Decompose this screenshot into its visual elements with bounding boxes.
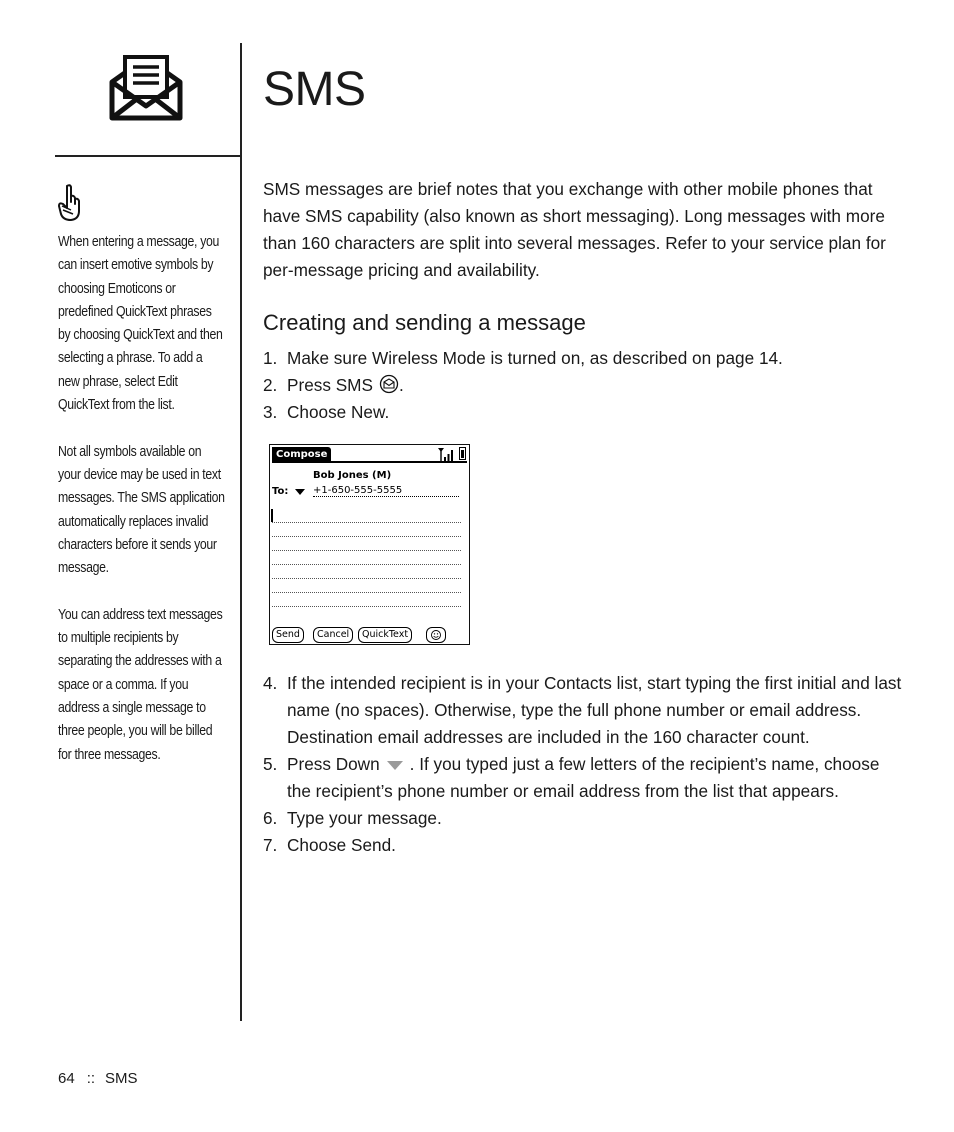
step-item xyxy=(263,805,903,832)
battery-icon xyxy=(459,447,466,460)
section-heading: Creating and sending a message xyxy=(263,310,586,335)
to-dropdown-arrow-icon[interactable] xyxy=(295,489,305,495)
step-number: 5. xyxy=(263,754,278,774)
send-button[interactable]: Send xyxy=(272,627,304,643)
cancel-button[interactable]: Cancel xyxy=(313,627,353,643)
message-line xyxy=(272,536,461,537)
text-cursor xyxy=(271,509,273,522)
smiley-icon[interactable] xyxy=(426,627,446,643)
footer-section: SMS xyxy=(105,1070,138,1087)
step-item xyxy=(263,670,903,751)
step-suffix: . If you typed just a few letters of the recipient’s name, choose the recipient’s phone number or email address from the list that appears. xyxy=(287,754,880,801)
step-item xyxy=(263,399,903,426)
step-number: 6. xyxy=(263,808,278,828)
step-text: If the intended recipient is in your Contacts list, start typing the first initial and last name (no spaces). Otherwise, type the full phone number or email address. Destination email addresses are included in the 160 character count. xyxy=(287,673,902,747)
step-item xyxy=(263,832,903,859)
page-title: SMS xyxy=(263,63,366,116)
tip-multiple-recipients: You can address text messages to multiple recipients by separating the addresses with a space or a comma. If you address a single message to three people, you will be billed for three messages. xyxy=(58,605,223,763)
step-item xyxy=(263,345,903,372)
step-item xyxy=(263,751,903,805)
step-item xyxy=(263,372,903,399)
compose-screenshot xyxy=(269,444,470,645)
down-arrow-icon xyxy=(384,756,406,772)
step-text: Type your message. xyxy=(287,808,442,828)
step-text: Make sure Wireless Mode is turned on, as described on page 14. xyxy=(287,348,783,368)
quicktext-button[interactable]: QuickText xyxy=(358,627,412,643)
tip-symbols: Not all symbols available on your device may be used in text messages. The SMS application automatically replaces invalid characters before it sends your message. xyxy=(58,442,225,577)
compose-title: Compose xyxy=(272,447,331,462)
steps-list-first xyxy=(263,345,903,426)
step-number: 3. xyxy=(263,402,278,422)
step-number: 1. xyxy=(263,348,278,368)
step-suffix: . xyxy=(398,375,404,395)
signal-strength-icon xyxy=(437,447,455,461)
step-number: 7. xyxy=(263,835,278,855)
page-number: 64 xyxy=(58,1070,75,1087)
message-line xyxy=(272,606,461,607)
page-footer xyxy=(58,1070,138,1087)
pointing-hand-icon xyxy=(57,184,83,222)
message-line xyxy=(272,522,461,523)
step-text: Press SMS xyxy=(287,375,373,395)
envelope-document-icon xyxy=(108,54,184,122)
sms-button-icon xyxy=(379,374,399,394)
vertical-rule xyxy=(240,43,242,1021)
intro-paragraph: SMS messages are brief notes that you exchange with other mobile phones that have SMS capability (also known as short messaging). Long messages with more than 160 characters are split into several messages. Refer to your service plan for per-message pricing and availability. xyxy=(263,179,886,280)
step-number: 4. xyxy=(263,673,278,693)
message-line xyxy=(272,550,461,551)
recipient-phone[interactable]: +1-650-555-5555 xyxy=(313,485,459,497)
step-text: Choose Send. xyxy=(287,835,396,855)
step-text: Choose New. xyxy=(287,402,390,422)
recipient-name: Bob Jones (M) xyxy=(313,470,392,481)
steps-list-second xyxy=(263,670,903,859)
message-line xyxy=(272,578,461,579)
horizontal-rule xyxy=(55,155,242,157)
step-text: Press Down xyxy=(287,754,380,774)
sidebar-tips xyxy=(58,230,226,789)
to-label[interactable]: To: xyxy=(272,486,289,497)
title-underline xyxy=(272,461,467,463)
footer-separator: :: xyxy=(86,1070,96,1087)
message-line xyxy=(272,564,461,565)
message-line xyxy=(272,592,461,593)
tip-emoticons: When entering a message, you can insert emotive symbols by choosing Emoticons or predefined QuickText phrases by choosing QuickText and then selecting a phrase. To add a new phrase, select Edit QuickText from the list. xyxy=(58,233,223,414)
step-number: 2. xyxy=(263,375,278,395)
